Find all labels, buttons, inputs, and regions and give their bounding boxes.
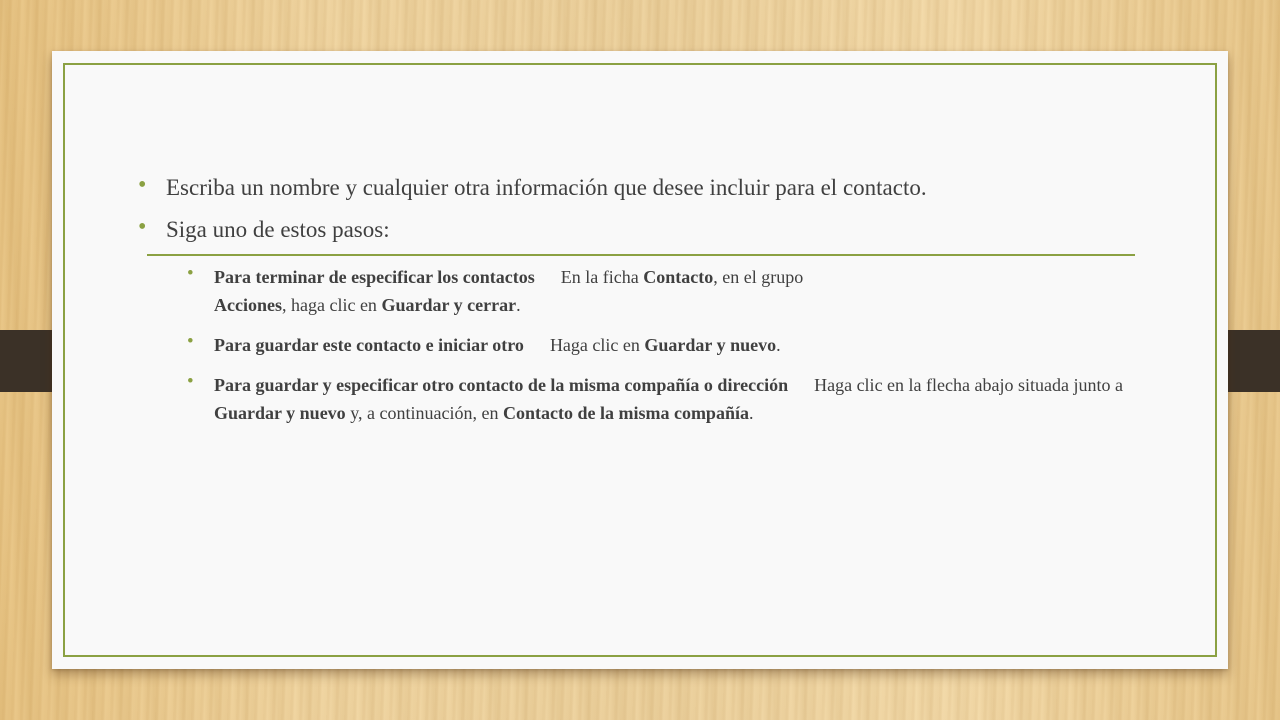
sub-bullet-list (132, 263, 1132, 427)
step-text-bold: Contacto (643, 267, 714, 287)
step-heading: Para guardar este contacto e iniciar otro (214, 335, 524, 355)
bullet-level2-item (132, 263, 1132, 319)
step-text: Haga clic en (549, 335, 645, 355)
bullet-dot-icon: • (187, 331, 194, 352)
bullet-level1-item (132, 215, 1132, 245)
step-text-bold: Contacto de la misma compañía (502, 403, 749, 423)
bullet-dot-icon: • (138, 172, 147, 198)
step-text-bold: Guardar y cerrar (381, 295, 517, 315)
bullet-level1-item (132, 173, 1132, 203)
step-heading: Para guardar y especificar otro contacto de la misma compañía o dirección (214, 375, 789, 395)
slide-content (132, 173, 1132, 439)
step-text-bold: Guardar y nuevo (214, 403, 346, 423)
step-heading: Para terminar de especificar los contactos (214, 267, 535, 287)
step-text-bold: Acciones (214, 295, 282, 315)
bullet-level2-item (132, 371, 1132, 427)
step-text: En la ficha (560, 267, 644, 287)
step-text: y, a continuación, en (345, 403, 503, 423)
step-text: , en el grupo (713, 267, 804, 287)
step-text: . (748, 403, 754, 423)
bullet-text: Escriba un nombre y cualquier otra información que desee incluir para el contacto. (166, 175, 927, 200)
bullet-level2-item (132, 331, 1132, 359)
bullet-dot-icon: • (187, 263, 194, 284)
step-text: . (776, 335, 781, 355)
slide-paper (52, 51, 1228, 669)
step-text-bold: Guardar y nuevo (644, 335, 777, 355)
bullet-dot-icon: • (138, 214, 147, 240)
bullet-dot-icon: • (187, 371, 194, 392)
bullet-text: Siga uno de estos pasos: (166, 217, 390, 242)
step-text: . (516, 295, 521, 315)
step-text: Haga clic en la flecha abajo situada junto a (814, 375, 1123, 395)
step-text: , haga clic en (281, 295, 382, 315)
